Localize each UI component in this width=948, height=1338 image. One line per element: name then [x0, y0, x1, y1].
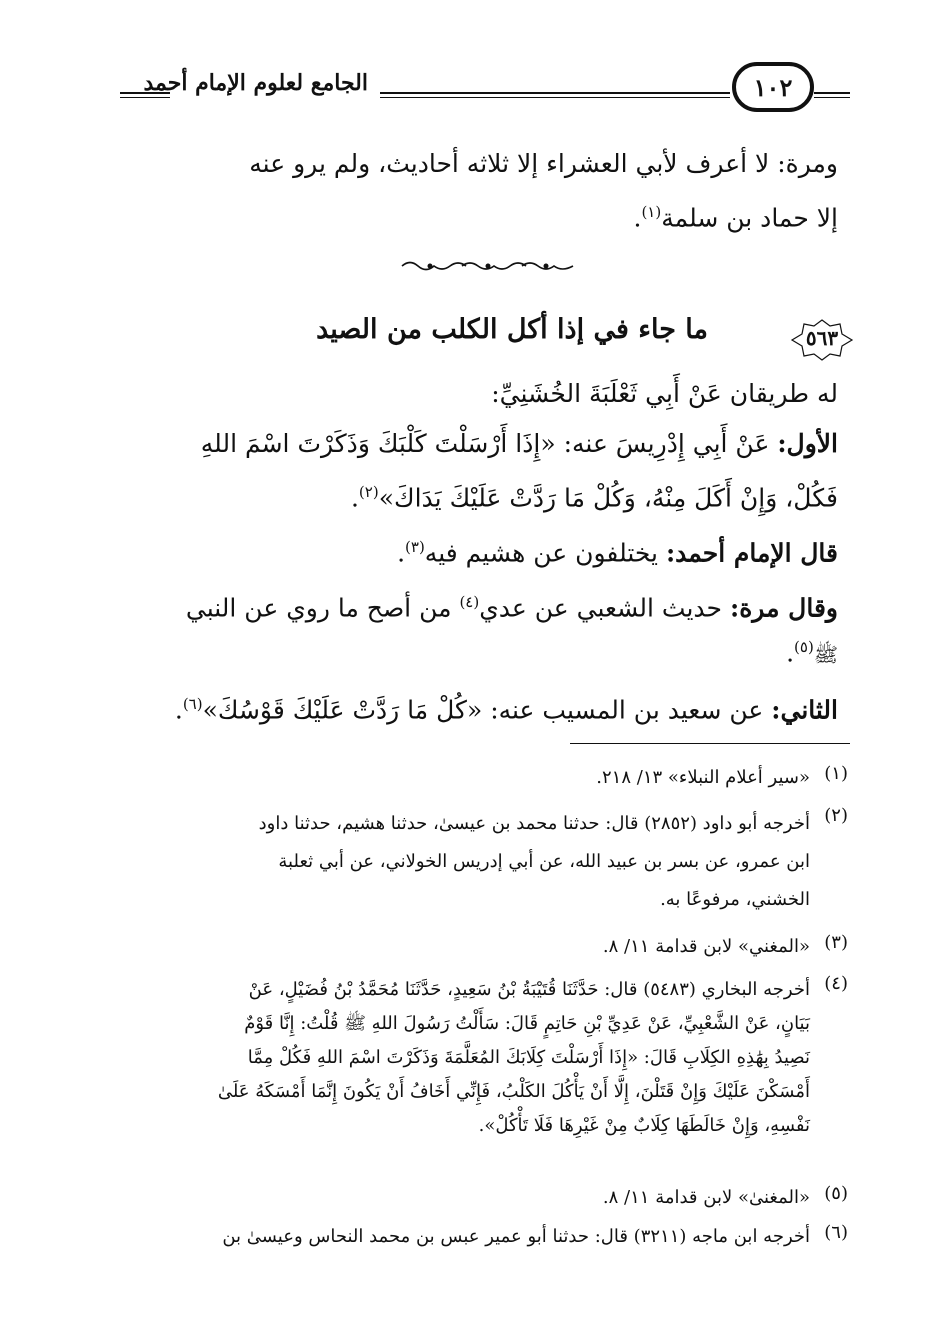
marra-text-a: حديث الشعبي عن عدي: [479, 593, 723, 623]
intro-line-2: [118, 188, 838, 242]
footnote-4-line-4: أَمْسَكْنَ عَلَيْكَ وَإِنْ قَتَلْنَ، إِلَّا أَنْ يَأْكُلَ الكَلْبُ، فَإِنِّي أَخَافُ أَنْ يَكُونَ إِنَّمَا أَمْسَكَهُ عَلَىٰ: [217, 1081, 810, 1102]
first-text-2: فَكُلْ، وَإِنْ أَكَلَ مِنْهُ، وَكُلْ مَا رَدَّتْ عَلَيْكَ يَدَاكَ»: [378, 483, 838, 513]
footnote-3: [120, 932, 810, 962]
footnote-separator: [570, 743, 850, 744]
imam-period: .: [397, 538, 406, 568]
footnote-4-line-5: نَفْسِهِ، وَإِنْ خَالَطَهَا كِلَابٌ مِنْ غَيْرِهَا فَلَا تَأْكُلْ».: [478, 1115, 810, 1136]
page-number: ١٠٢: [753, 72, 793, 102]
second-period: .: [174, 695, 183, 725]
section-number-badge: [790, 318, 854, 362]
footnote-4-line-3: نَصِيدُ بِهَٰذِهِ الكِلَابِ قَالَ: «إِذَا أَرْسَلْتَ كِلَابَكَ المُعَلَّمَةَ وَذَكَرْتَ اسْمَ اللهِ فَكُلْ مِمَّا: [247, 1047, 810, 1068]
intro-period: .: [633, 203, 642, 233]
section-number: ٥٦٣: [805, 326, 839, 350]
paragraph-first-line-2: [118, 470, 838, 520]
first-period: .: [350, 483, 359, 513]
footnote-5-number: (٥): [824, 1183, 848, 1204]
footnote-ref-3: (٣): [405, 538, 425, 556]
footnote-1-number: (١): [824, 763, 848, 784]
header-rule-middle: [380, 92, 730, 94]
imam-label: قال الإمام أحمد:: [665, 538, 838, 568]
paragraph-marra-line-2: [118, 625, 838, 676]
footnote-4: [120, 973, 810, 1143]
marra-period: .: [786, 638, 795, 668]
intro-line-1: [118, 140, 838, 188]
section-title: ما جاء في إذا أكل الكلب من الصيد: [316, 314, 708, 345]
marra-text-b: من أصح ما روي عن النبي: [185, 593, 452, 623]
second-text: عن سعيد بن المسيب عنه: «كُلْ مَا رَدَّتْ عَلَيْكَ قَوْسُكَ»: [202, 695, 764, 725]
paragraph-second: [118, 682, 838, 732]
footnote-1-line-1: «سير أعلام النبلاء» ١٣/ ٢١٨.: [596, 767, 810, 788]
footnote-4-line-2: بَيَانٍ، عَنْ الشَّعْبِيِّ، عَنْ عَدِيِّ بْنِ حَاتِمٍ قَالَ: سَأَلْتُ رَسُولَ اللهِ ﷺ قُلْتُ: إِنَّا قَوْمٌ: [244, 1013, 810, 1034]
first-text-1: عَنْ أَبِي إِدْرِيسَ عنه: «إِذَا أَرْسَلْتَ كَلْبَكَ وَذَكَرْتَ اسْمَ اللهِ: [200, 429, 770, 458]
footnote-2-line-2: ابن عمرو، عن بسر بن عبيد الله، عن أبي إدريس الخولاني، عن أبي ثعلبة: [278, 851, 810, 872]
footnote-2-line-1: أخرجه أبو داود (٢٨٥٢) قال: حدثنا محمد بن عيسىٰ، حدثنا هشيم، حدثنا داود: [258, 813, 810, 834]
intro-text-1: ومرة: لا أعرف لأبي العشراء إلا ثلاثه أحاديث، ولم يرو عنه: [249, 149, 838, 178]
footnote-4-number: (٤): [824, 973, 848, 994]
footnote-2-number: (٢): [824, 805, 848, 826]
footnote-2: [120, 805, 810, 919]
header-rule-right: [814, 92, 850, 94]
footnote-3-number: (٣): [824, 932, 848, 953]
header-rule-middle-lower: [380, 97, 730, 98]
paragraph-intro-text: له طريقان عَنْ أَبِي ثَعْلَبَةَ الخُشَنِيِّ:: [491, 379, 838, 408]
footnote-4-line-1: أخرجه البخاري (٥٤٨٣) قال: حَدَّثَنَا قُتَيْبَةُ بْنُ سَعِيدٍ، حَدَّثَنَا مُحَمَّدُ بْنُ فُضَيْلٍ، عَنْ: [248, 979, 810, 1000]
footnote-ref-5: (٥): [794, 638, 814, 656]
footnote-6: [120, 1222, 810, 1252]
footnote-6-number: (٦): [824, 1222, 848, 1243]
footnote-ref-4: (٤): [459, 593, 480, 611]
salutation-glyph: ﷺ: [813, 642, 838, 667]
footnote-3-line-1: «المغني» لابن قدامة ١١/ ٨.: [602, 936, 810, 957]
header-rule-left-lower: [120, 97, 170, 98]
paragraph-intro: [118, 372, 838, 416]
footnote-ref-6: (٦): [182, 695, 203, 713]
footnote-ref-2: (٢): [358, 483, 379, 501]
paragraph-marra-line-1: [118, 580, 838, 630]
footnote-ref-1: (١): [641, 203, 662, 221]
paragraph-first-line-1: [118, 422, 838, 466]
ornament-divider-icon: [400, 258, 575, 274]
intro-text-2: إلا حماد بن سلمة: [661, 203, 838, 233]
footnote-5: [120, 1183, 810, 1213]
footnote-2-line-3: الخشني، مرفوعًا به.: [660, 889, 810, 910]
paragraph-imam: [118, 525, 838, 575]
second-label: الثاني:: [771, 695, 838, 725]
footnote-5-line-1: «المغنىٰ» لابن قدامة ١١/ ٨.: [602, 1187, 810, 1208]
footnote-6-line-1: أخرجه ابن ماجه (٣٢١١) قال: حدثنا أبو عمير عبس بن محمد النحاس وعيسىٰ بن: [222, 1226, 810, 1247]
page-number-badge: [732, 62, 814, 112]
marra-label: وقال مرة:: [729, 593, 838, 623]
running-title: الجامع لعلوم الإمام أحمد: [143, 70, 368, 96]
first-label: الأول:: [777, 429, 838, 458]
imam-text: يختلفون عن هشيم فيه: [424, 538, 658, 568]
footnote-1: [120, 763, 810, 793]
header-rule-right-lower: [814, 97, 850, 98]
